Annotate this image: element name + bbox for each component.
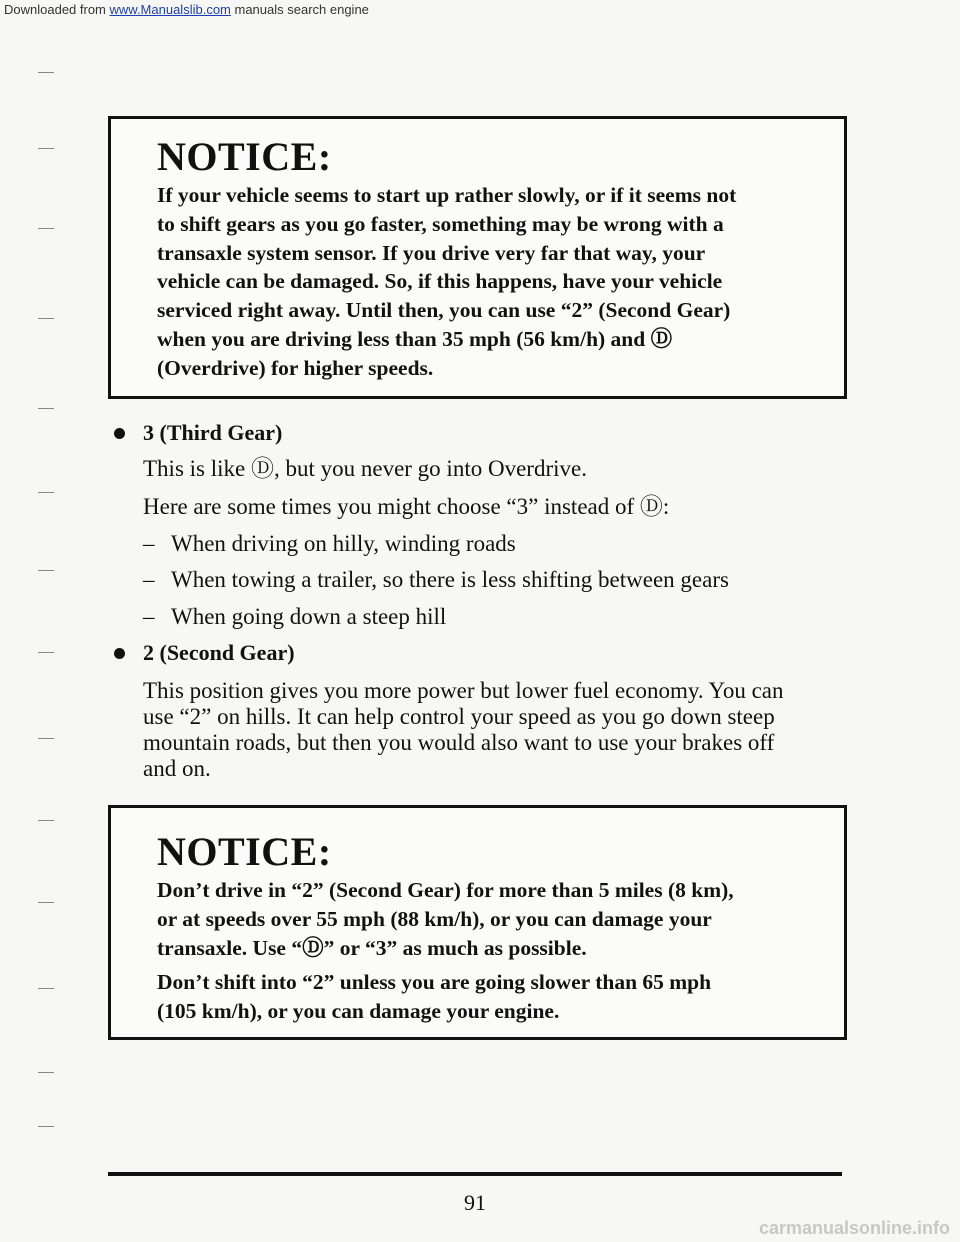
- second-gear-line: This position gives you more power but lower fuel economy. You can: [143, 678, 784, 703]
- notice-title: NOTICE:: [157, 829, 332, 874]
- download-header: [4, 2, 369, 17]
- notice-title: NOTICE:: [157, 134, 332, 179]
- notice-line: transaxle. Use “Ⓓ” or “3” as much as possible.: [157, 935, 587, 960]
- notice-line: (105 km/h), or you can damage your engine.: [157, 998, 560, 1023]
- download-prefix: Downloaded from: [4, 2, 110, 17]
- second-gear-line: use “2” on hills. It can help control your speed as you go down steep: [143, 704, 775, 729]
- second-gear-line: mountain roads, but then you would also want to use your brakes off: [143, 730, 775, 755]
- notice-line: Don’t shift into “2” unless you are going slower than 65 mph: [157, 970, 712, 994]
- dash-icon: –: [143, 567, 155, 592]
- third-gear-heading: 3 (Third Gear): [143, 420, 283, 445]
- third-gear-item: When towing a trailer, so there is less shifting between gears: [171, 567, 729, 592]
- notice-line: vehicle can be damaged. So, if this happens, have your vehicle: [157, 269, 723, 294]
- watermark: carmanualsonline.info: [758, 1218, 950, 1238]
- notice-body-para-2: [157, 968, 804, 1026]
- notice-line: (Overdrive) for higher speeds.: [157, 355, 434, 380]
- third-gear-item: When going down a steep hill: [171, 604, 447, 629]
- notice-line: serviced right away. Until then, you can use “2” (Second Gear): [157, 298, 731, 323]
- bullet-icon: [114, 648, 125, 659]
- notice-line: when you are driving less than 35 mph (56 km/h) and Ⓓ: [157, 326, 673, 351]
- notice-line: Don’t drive in “2” (Second Gear) for more than 5 miles (8 km),: [157, 878, 734, 902]
- bullet-icon: [114, 428, 125, 439]
- notice-line: If your vehicle seems to start up rather slowly, or if it seems not: [157, 183, 737, 207]
- notice-box-2: [108, 805, 847, 1040]
- page-number: 91: [464, 1190, 486, 1215]
- second-gear-heading: 2 (Second Gear): [143, 640, 295, 665]
- third-gear-item: When driving on hilly, winding roads: [171, 531, 516, 556]
- download-suffix: manuals search engine: [230, 2, 369, 17]
- dash-icon: –: [143, 531, 155, 556]
- third-gear-line-1: This is like Ⓓ, but you never go into Overdrive.: [143, 456, 587, 481]
- notice-line: to shift gears as you go faster, something may be wrong with a: [157, 211, 724, 236]
- notice-line: or at speeds over 55 mph (88 km/h), or you can damage your: [157, 906, 712, 931]
- footer-rule: [108, 1172, 842, 1176]
- notice-body-para-1: [157, 876, 804, 962]
- notice-line: transaxle system sensor. If you drive very far that way, your: [157, 240, 706, 265]
- dash-icon: –: [143, 604, 155, 629]
- notice-box-1: [108, 116, 847, 399]
- second-gear-body: [143, 678, 784, 782]
- second-gear-line: and on.: [143, 756, 211, 781]
- manualslib-link[interactable]: www.Manualslib.com: [109, 2, 231, 17]
- third-gear-line-2: Here are some times you might choose “3” instead of Ⓓ:: [143, 494, 670, 519]
- notice-body: [157, 181, 804, 383]
